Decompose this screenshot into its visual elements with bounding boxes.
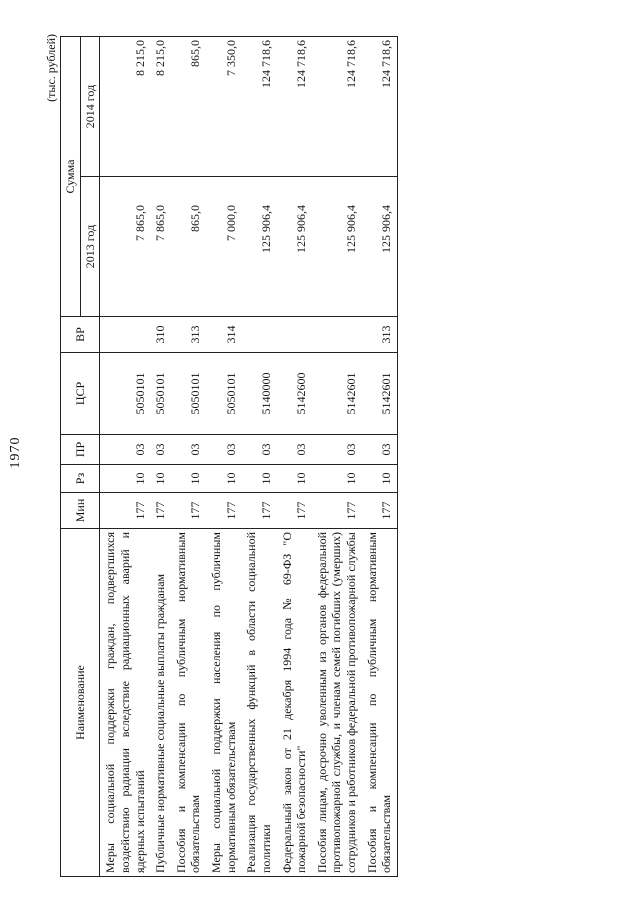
- row-csr: 5050101: [171, 353, 206, 435]
- row-name: Меры социальной поддержки граждан, подвергшихся воздействию радиации вследствие радиационных аварий и ядерных испытаний: [100, 529, 150, 877]
- page-number: 1970: [8, 436, 23, 469]
- row-sum-2013: 7 865,0: [100, 177, 150, 317]
- table-row: [150, 36, 171, 876]
- row-pr: 03: [312, 435, 362, 465]
- row-sum-2013: 7 000,0: [206, 177, 241, 317]
- row-sum-2014: 124 718,6: [362, 36, 398, 176]
- header-sum: Сумма: [61, 36, 81, 316]
- table-row: [362, 36, 398, 876]
- row-csr: 5050101: [100, 353, 150, 435]
- row-sum-2013: 125 906,4: [362, 177, 398, 317]
- row-name: Пособия лицам, досрочно уволенным из органов федеральной противопожарной службы, и членам семей погибших (умерших) сотрудников и работников федеральной противопожарной службы: [312, 529, 362, 877]
- row-csr: 5050101: [206, 353, 241, 435]
- row-vr: 313: [171, 317, 206, 353]
- row-sum-2013: 125 906,4: [312, 177, 362, 317]
- header-2014: 2014 год: [80, 36, 100, 176]
- header-name: Наименование: [61, 529, 100, 877]
- row-vr: 313: [362, 317, 398, 353]
- row-vr: 310: [150, 317, 171, 353]
- header-row-1: [61, 36, 81, 876]
- row-sum-2014: 124 718,6: [241, 36, 276, 176]
- row-csr: 5142600: [277, 353, 312, 435]
- row-min: 177: [277, 493, 312, 529]
- units-label: (тыс. рублей): [44, 34, 58, 102]
- row-rz: 10: [150, 465, 171, 493]
- table-row: [171, 36, 206, 876]
- table-row: [100, 36, 150, 876]
- row-pr: 03: [206, 435, 241, 465]
- row-rz: 10: [206, 465, 241, 493]
- row-sum-2014: 8 215,0: [150, 36, 171, 176]
- row-min: 177: [312, 493, 362, 529]
- row-csr: 5140000: [241, 353, 276, 435]
- row-pr: 03: [241, 435, 276, 465]
- row-min: 177: [100, 493, 150, 529]
- row-csr: 5142601: [312, 353, 362, 435]
- row-rz: 10: [277, 465, 312, 493]
- header-min: Мин: [61, 493, 100, 529]
- row-min: 177: [241, 493, 276, 529]
- row-vr: [100, 317, 150, 353]
- row-sum-2013: 865,0: [171, 177, 206, 317]
- row-pr: 03: [362, 435, 398, 465]
- row-sum-2014: 8 215,0: [100, 36, 150, 176]
- header-rz: Рз: [61, 465, 100, 493]
- row-rz: 10: [100, 465, 150, 493]
- row-sum-2014: 124 718,6: [312, 36, 362, 176]
- row-rz: 10: [171, 465, 206, 493]
- row-min: 177: [150, 493, 171, 529]
- row-pr: 03: [100, 435, 150, 465]
- table-row: [241, 36, 276, 876]
- row-sum-2014: 124 718,6: [277, 36, 312, 176]
- row-name: Федеральный закон от 21 декабря 1994 года № 69-ФЗ "О пожарной безопасности": [277, 529, 312, 877]
- row-vr: [277, 317, 312, 353]
- row-min: 177: [206, 493, 241, 529]
- row-rz: 10: [312, 465, 362, 493]
- header-csr: ЦСР: [61, 353, 100, 435]
- header-pr: ПР: [61, 435, 100, 465]
- row-pr: 03: [150, 435, 171, 465]
- row-sum-2013: 125 906,4: [277, 177, 312, 317]
- row-rz: 10: [362, 465, 398, 493]
- table-row: [277, 36, 312, 876]
- budget-table: [60, 36, 398, 877]
- row-vr: [312, 317, 362, 353]
- row-sum-2013: 125 906,4: [241, 177, 276, 317]
- row-pr: 03: [277, 435, 312, 465]
- row-vr: [241, 317, 276, 353]
- row-vr: 314: [206, 317, 241, 353]
- header-2013: 2013 год: [80, 177, 100, 317]
- row-rz: 10: [241, 465, 276, 493]
- row-csr: 5050101: [150, 353, 171, 435]
- table-row: [206, 36, 241, 876]
- row-csr: 5142601: [362, 353, 398, 435]
- row-name: Пособия и компенсации по публичным нормативным обязательствам: [362, 529, 398, 877]
- row-sum-2013: 7 865,0: [150, 177, 171, 317]
- header-vr: ВР: [61, 317, 100, 353]
- row-name: Публичные нормативные социальные выплаты гражданам: [150, 529, 171, 877]
- row-sum-2014: 865,0: [171, 36, 206, 176]
- row-name: Пособия и компенсации по публичным нормативным обязательствам: [171, 529, 206, 877]
- row-min: 177: [362, 493, 398, 529]
- row-pr: 03: [171, 435, 206, 465]
- row-name: Реализация государственных функций в области социальной политики: [241, 529, 276, 877]
- row-sum-2014: 7 350,0: [206, 36, 241, 176]
- table-row: [312, 36, 362, 876]
- row-min: 177: [171, 493, 206, 529]
- row-name: Меры социальной поддержки населения по публичным нормативным обязательствам: [206, 529, 241, 877]
